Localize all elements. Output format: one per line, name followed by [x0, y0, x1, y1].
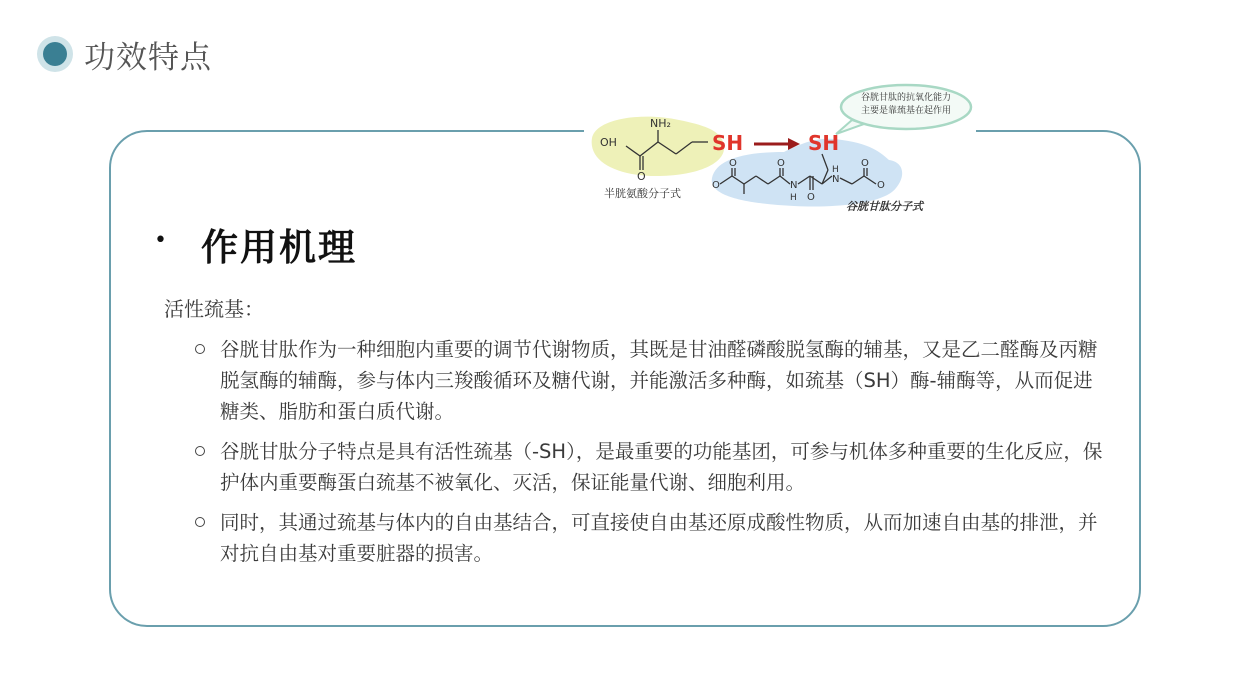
- glutathione-o-3: O: [777, 158, 785, 169]
- circle-bullet-icon: [195, 344, 205, 354]
- list-item-text: 谷胱甘肽分子特点是具有活性巯基（-SH），是最重要的功能基团，可参与机体多种重要的生化反应，保护体内重要酶蛋白巯基不被氧化、灭活，保证能量代谢、细胞利用。: [220, 440, 1103, 494]
- glutathione-caption: 谷胱甘肽分子式: [846, 200, 923, 213]
- list-item: [190, 436, 1106, 498]
- glutathione-o-6: O: [877, 180, 885, 191]
- cysteine-sh-label: SH: [712, 131, 744, 155]
- glutathione-h-2: H: [832, 165, 839, 175]
- subheading: 活性巯基：: [164, 297, 264, 321]
- list-item: [190, 334, 1106, 427]
- title-bullet-icon: [37, 36, 73, 72]
- bullet-list: [190, 334, 1106, 578]
- cysteine-caption: 半胱氨酸分子式: [604, 187, 681, 200]
- section-title: 作用机理: [201, 226, 357, 269]
- callout-line-2: 主要是靠巯基在起作用: [860, 106, 952, 116]
- cysteine-o-label: O: [637, 170, 646, 183]
- circle-bullet-icon: [195, 517, 205, 527]
- glutathione-o-1: O: [712, 180, 720, 191]
- cysteine-amine-label: NH₂: [650, 117, 671, 130]
- glutathione-o-4: O: [807, 192, 815, 203]
- molecule-diagram: [584, 80, 976, 220]
- glutathione-o-2: O: [729, 158, 737, 169]
- list-item-text: 同时，其通过巯基与体内的自由基结合，可直接使自由基还原成酸性物质，从而加速自由基的排泄，并对抗自由基对重要脏器的损害。: [220, 511, 1098, 565]
- glutathione-sh-label: SH: [808, 131, 840, 155]
- list-item: [190, 507, 1106, 569]
- section-bullet: •: [154, 228, 167, 253]
- glutathione-o-5: O: [861, 158, 869, 169]
- cysteine-oh-label: OH: [600, 136, 617, 149]
- glutathione-h-1: H: [790, 193, 797, 203]
- list-item-text: 谷胱甘肽作为一种细胞内重要的调节代谢物质，其既是甘油醛磷酸脱氢酶的辅基，又是乙二醛酶及丙糖脱氢酶的辅酶，参与体内三羧酸循环及糖代谢，并能激活多种酶，如巯基（SH）酶-辅酶等，从而促进糖类、脂肪和蛋白质代谢。: [220, 338, 1098, 423]
- page-title: 功效特点: [84, 40, 212, 76]
- circle-bullet-icon: [195, 446, 205, 456]
- glutathione-n-1: N: [790, 180, 798, 191]
- glutathione-n-2: N: [832, 174, 840, 185]
- callout-line-1: 谷胱甘肽的抗氧化能力: [860, 93, 952, 103]
